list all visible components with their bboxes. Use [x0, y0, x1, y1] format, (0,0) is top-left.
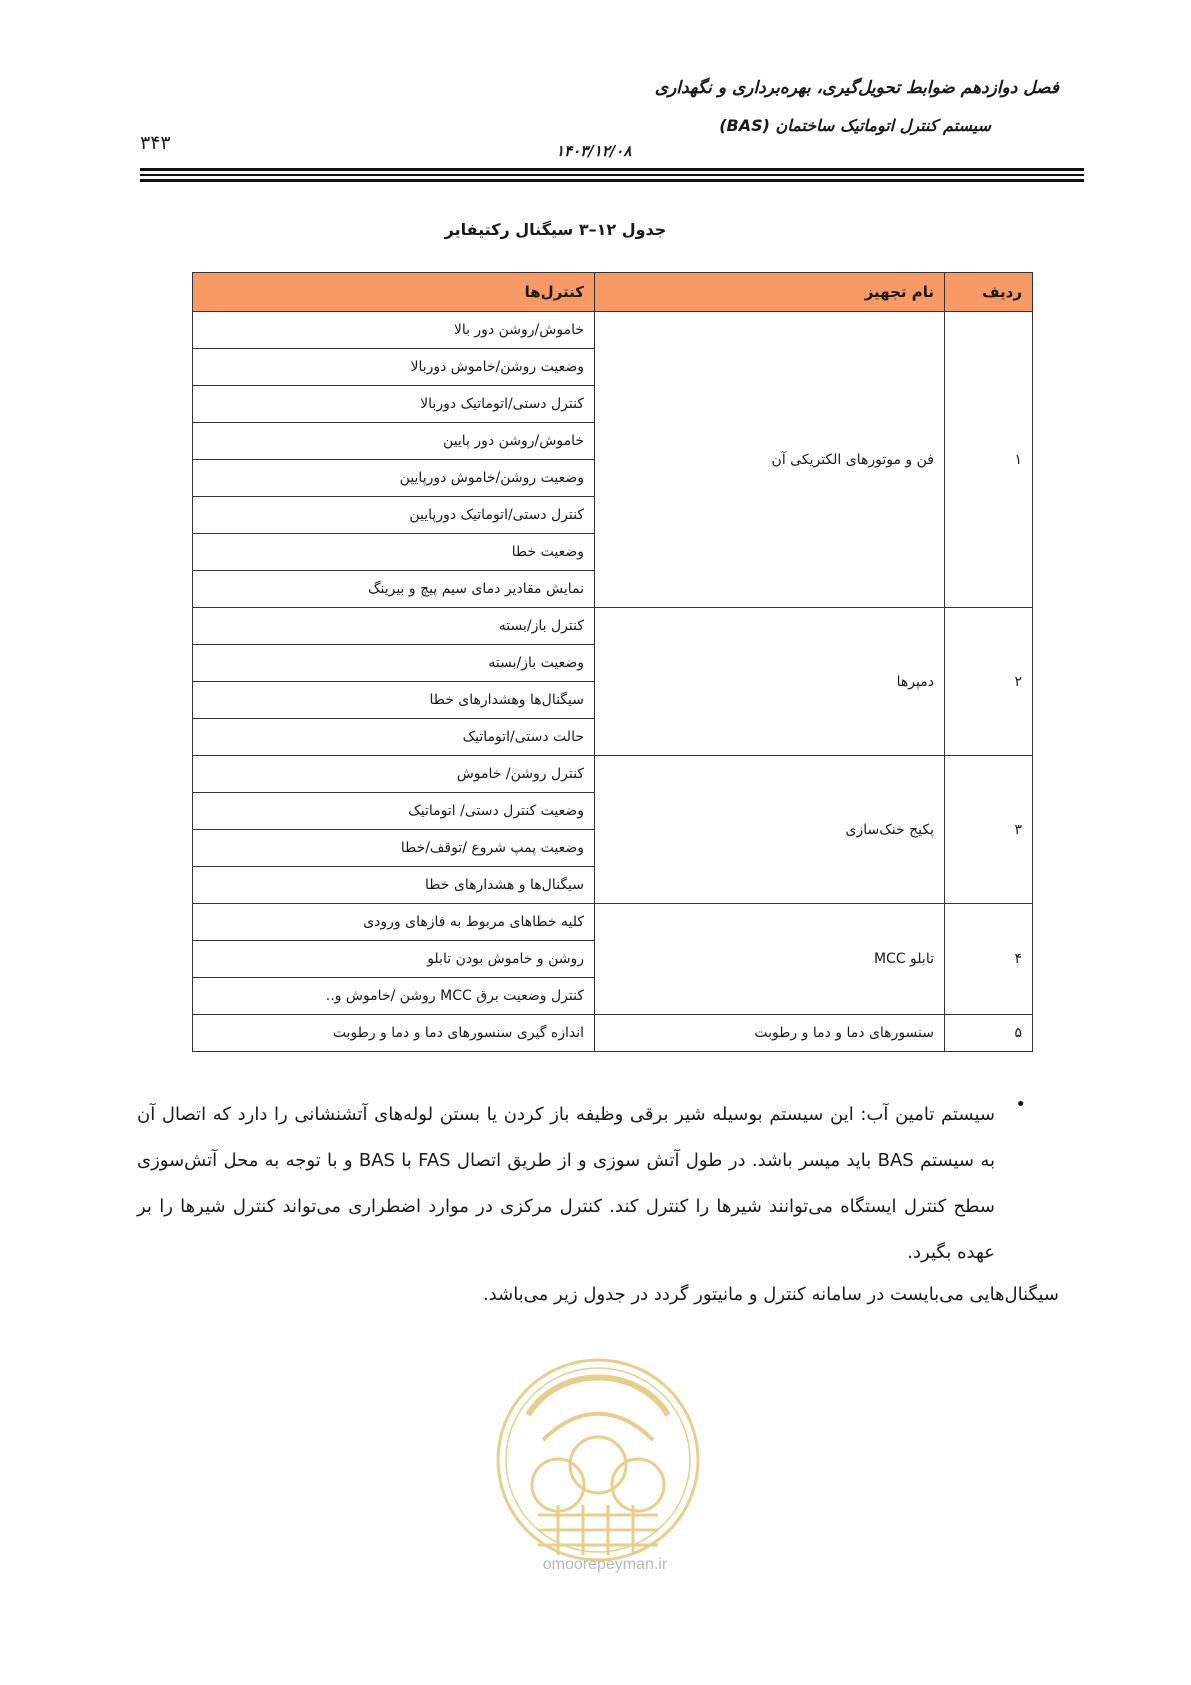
- table-row: [193, 1015, 1033, 1052]
- header-equipment: نام تجهیز: [595, 273, 945, 312]
- header-rule-middle: [140, 174, 1084, 176]
- cell-equipment: پکیج خنک‌سازی: [595, 756, 945, 904]
- header-rule-bottom: [140, 179, 1084, 182]
- table-row: [193, 312, 1033, 349]
- table-caption: [0, 220, 1191, 239]
- cell-equipment: تابلو MCC: [595, 904, 945, 1015]
- cell-control: خاموش/روشن دور پایین: [193, 423, 595, 460]
- cell-row-number: ۵: [945, 1015, 1033, 1052]
- cell-row-number: ۴: [945, 904, 1033, 1015]
- header-row-number: ردیف: [945, 273, 1033, 312]
- bullet-paragraph: سیستم تامین آب: این سیستم بوسیله شیر برقی وظیفه باز کردن یا بستن لوله‌های آتشنشانی را دارد که اتصال آن به سیستم BAS باید میسر باشد. در طول آتش سوزی و از طریق اتصال FAS با BAS و با توجه به محل آتش‌سوزی سطح کنترل ایستگاه می‌توانند شیرها را کنترل کند. کنترل مرکزی در موارد اضطراری می‌تواند کنترل شیرها را بر عهده بگیرد.: [137, 1104, 995, 1263]
- cell-control: نمایش مقادیر دمای سیم پیچ و بیرینگ: [193, 571, 595, 608]
- cell-control: وضعیت خطا: [193, 534, 595, 571]
- cell-control: وضعیت پمپ شروع /توقف/خطا: [193, 830, 595, 867]
- bullet-marker: •: [1015, 1094, 1026, 1115]
- cell-control: روشن و خاموش بودن تابلو: [193, 941, 595, 978]
- cell-control: سیگنال‌ها و هشدارهای خطا: [193, 867, 595, 904]
- cell-control: خاموش/روشن دور بالا: [193, 312, 595, 349]
- table-row: [193, 904, 1033, 941]
- cell-equipment: دمپرها: [595, 608, 945, 756]
- cell-equipment: سنسورهای دما و دما و رطوبت: [595, 1015, 945, 1052]
- signal-table: [192, 272, 1033, 1052]
- table-row: [193, 756, 1033, 793]
- cell-control: حالت دستی/اتوماتیک: [193, 719, 595, 756]
- closing-paragraph: سیگنال‌هایی می‌بایست در سامانه کنترل و مانیتور گردد در جدول زیر می‌باشد.: [482, 1284, 1059, 1305]
- cell-control: وضعیت کنترل دستی/ اتوماتیک: [193, 793, 595, 830]
- chapter-title: فصل دوازدهم ضوابط تحویل‌گیری، بهره‌برداری و نگهداری: [654, 78, 1059, 98]
- cell-control: سیگنال‌ها وهشدارهای خطا: [193, 682, 595, 719]
- cell-control: کنترل دستی/اتوماتیک دورپایین: [193, 497, 595, 534]
- cell-control: وضعیت باز/بسته: [193, 645, 595, 682]
- cell-control: کنترل باز/بسته: [193, 608, 595, 645]
- watermark-url: omoorepeyman.ir: [542, 1556, 668, 1573]
- cell-control: کنترل روشن/ خاموش: [193, 756, 595, 793]
- cell-control: وضعیت روشن/خاموش دورپایین: [193, 460, 595, 497]
- table-header-row: [193, 273, 1033, 312]
- table-caption-text: جدول ۱۲–۳ سیگنال رکتیفایر: [444, 220, 667, 239]
- cell-control: اندازه گیری سنسورهای دما و دما و رطوبت: [193, 1015, 595, 1052]
- page-number: ۳۴۳: [140, 132, 171, 154]
- cell-equipment: فن و موتورهای الکتریکی آن: [595, 312, 945, 608]
- table-row: [193, 608, 1033, 645]
- cell-row-number: ۱: [945, 312, 1033, 608]
- cell-row-number: ۲: [945, 608, 1033, 756]
- cell-control: کنترل وضعیت برق MCC روشن /خاموش و..: [193, 978, 595, 1015]
- header-controls: کنترل‌ها: [193, 273, 595, 312]
- cell-control: وضعیت روشن/خاموش دوربالا: [193, 349, 595, 386]
- document-subtitle: سیستم کنترل اتوماتیک ساختمان (BAS): [719, 116, 991, 135]
- document-date: ۱۴۰۳/۱۲/۰۸: [556, 142, 632, 160]
- cell-control: کلیه خطاهای مربوط به فازهای ورودی: [193, 904, 595, 941]
- cell-row-number: ۳: [945, 756, 1033, 904]
- cell-control: کنترل دستی/اتوماتیک دوربالا: [193, 386, 595, 423]
- header-rule-top: [140, 168, 1084, 171]
